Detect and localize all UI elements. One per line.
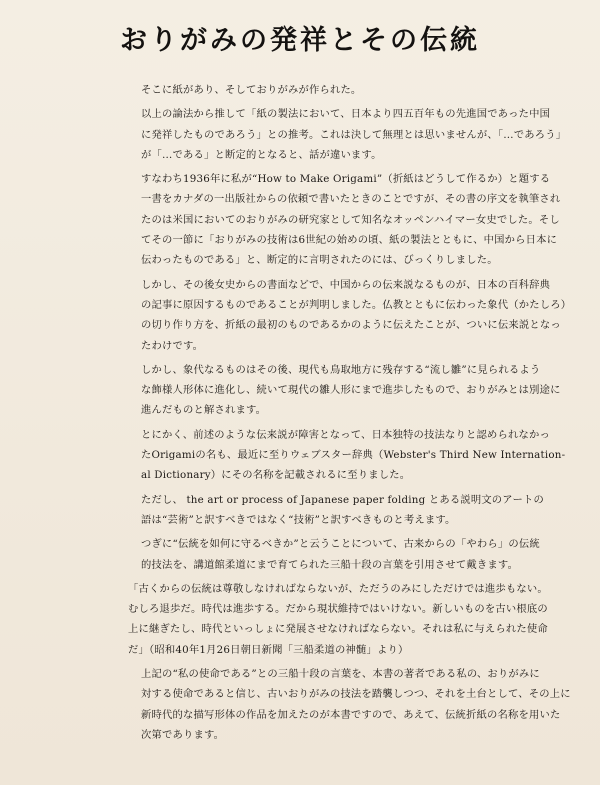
paragraph	[128, 490, 572, 531]
text-line: 語は“芸術”と訳すべきではなく“技術”と訳すべきものと考えます。	[141, 513, 456, 526]
paragraph	[128, 534, 572, 575]
body-text	[128, 80, 572, 749]
paragraph	[128, 579, 572, 660]
text-line: とにかく、前述のような伝来説が障害となって、日本独特の技法なりと認められなかっ	[141, 428, 550, 441]
paragraph	[128, 425, 572, 486]
paragraph	[128, 360, 572, 421]
text-line: てその一節に「おりがみの技術は6世紀の始めの頃、紙の製法とともに、中国から日本に	[141, 234, 558, 247]
text-line: そこに紙があり、そしておりがみが作られた。	[141, 84, 362, 96]
text-line: つぎに“伝統を如何に守るべきか”と云うことについて、古来からの「やわら」の伝統	[141, 538, 540, 551]
text-line: むしろ退歩だ。時代は進歩する。だから現状維持ではいけない。新しいものを古い根底の	[128, 603, 548, 616]
text-line: たのは米国においてのおりがみの研究家として知名なオッペンハイマー女史でした。そし	[141, 213, 560, 226]
text-line: が「…である」と断定的となると、話が違います。	[141, 148, 382, 161]
text-line: ただし、 the art or process of Japanese paper folding とある説明文のアートの	[141, 493, 544, 506]
text-line: 対する使命であると信じ、古いおりがみの技法を踏襲しつつ、それを土台として、その上に	[141, 688, 571, 701]
text-line: しかし、象代なるものはその後、現代も鳥取地方に残存する“流し雛”に見られるよう	[141, 363, 541, 376]
text-line: al Dictionary）にその名称を記載されるに至りました。	[141, 469, 411, 482]
paragraph	[128, 104, 572, 165]
text-line: 次第であります。	[141, 728, 225, 741]
text-line: だ」（昭和40年1月26日朝日新聞「三船柔道の神髄」より）	[128, 643, 409, 656]
text-line: 一書をカナダの一出版社からの依頼で書いたときのことですが、その書の序文を執筆され	[141, 193, 561, 206]
text-line: 上に継ぎたし、時代といっしょに発展させなければならない。それは私に与えられた使命	[128, 623, 548, 636]
text-line: 上記の“私の使命である”との三船十段の言葉を、本書の著者である私の、おりがみに	[141, 668, 540, 681]
text-line: 的技法を、講道館柔道にまで育てられた三船十段の言葉を引用させて戴きます。	[141, 558, 519, 571]
text-line: に発祥したものであろう」との推考。これは決して無理とは思いませんが、「…であろう」	[141, 128, 567, 141]
text-line: な飾様人形体に進化し、続いて現代の雛人形にまで進歩したもので、おりがみとは別途に	[141, 384, 561, 397]
text-line: 伝わったものである」と、断定的に言明されたのには、びっくりしました。	[141, 254, 498, 267]
text-line: たOrigamiの名も、最近に至りウェブスター辞典（Webster's Third New Internation-	[141, 449, 566, 462]
text-line: 以上の論法から推して「紙の製法において、日本より四五百年もの先進国であった中国	[141, 108, 551, 121]
text-line: の記事に原因するものであることが判明しました。仏教とともに伝わった象代（かたしろ）	[141, 298, 572, 311]
text-line: の切り作り方を、折紙の最初のものであるかのように伝えたことが、ついに伝来説となっ	[141, 319, 561, 332]
paragraph	[128, 80, 572, 100]
text-line: 進んだものと解されます。	[141, 404, 267, 417]
paragraph	[128, 169, 572, 270]
text-line: 新時代的な描写形体の作品を加えたのが本書ですので、あえて、伝統折紙の名称を用いた	[141, 708, 561, 721]
paragraph	[128, 664, 572, 745]
paragraph	[128, 275, 572, 356]
text-line: すなわち1936年に私が“How to Make Origami”（折紙はどうして作るか）と題する	[141, 173, 551, 186]
page-title: おりがみの発祥とその伝統	[120, 25, 480, 56]
text-line: たわけです。	[141, 339, 204, 352]
text-line: しかし、その後女史からの書面などで、中国からの伝来説なるものが、日本の百科辞典	[141, 278, 551, 291]
text-line: 「古くからの伝統は尊敬しなければならないが、ただうのみにしただけでは進歩もない。	[128, 582, 548, 595]
